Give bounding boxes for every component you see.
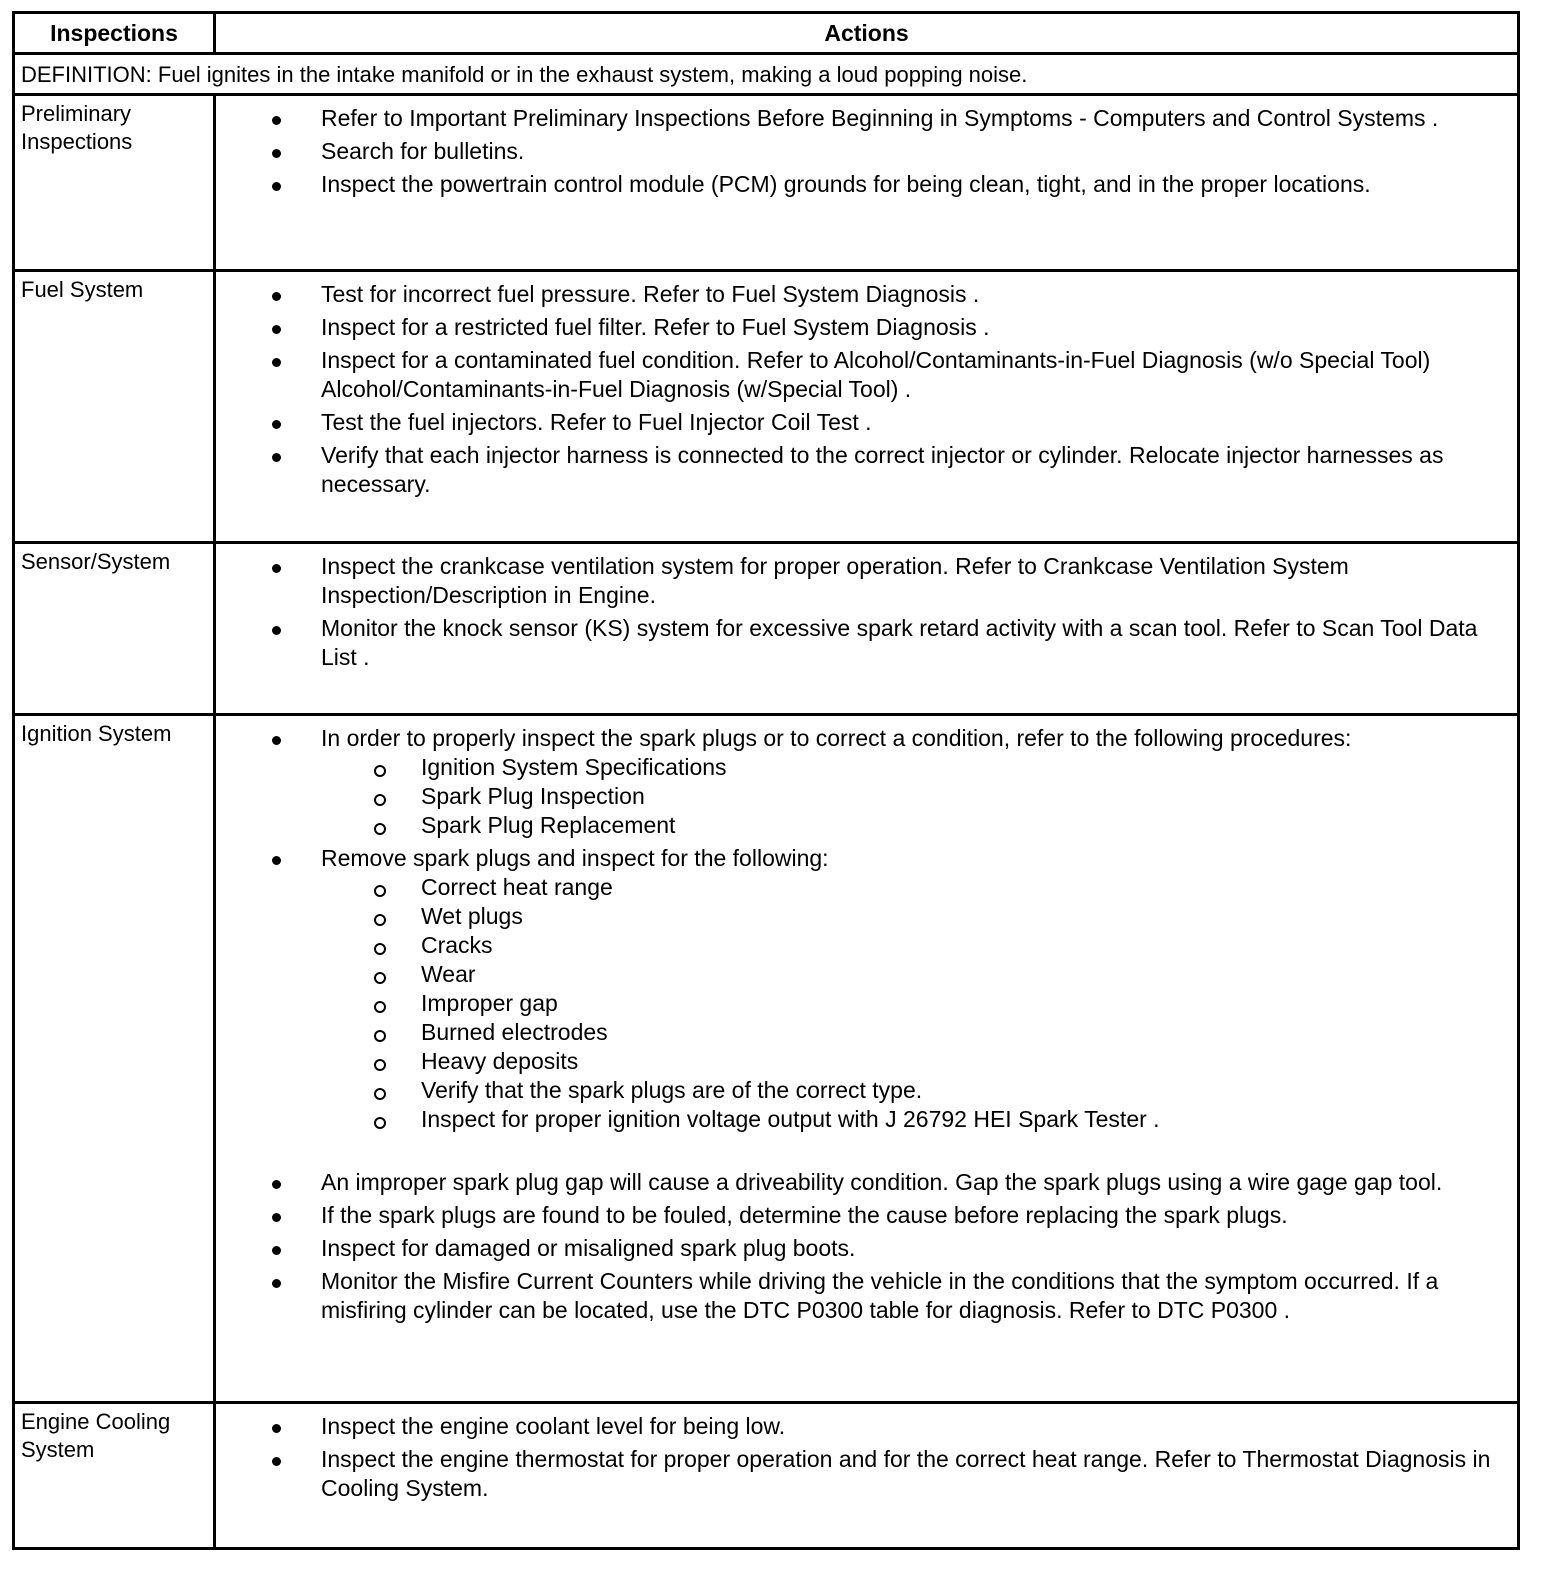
actions-cell (215, 543, 1519, 715)
action-text: If the spark plugs are found to be fouled, determine the cause before replacing the spark plugs. (321, 1202, 1288, 1228)
inspect-item-text: Wet plugs (421, 903, 523, 929)
list-item (216, 844, 1509, 1134)
bullet-icon (272, 1457, 281, 1466)
list-item (216, 441, 1509, 499)
inspect-item-text: Inspect for proper ignition voltage output with J 26792 HEI Spark Tester . (421, 1106, 1160, 1132)
action-text: Search for bulletins. (321, 138, 525, 164)
circle-bullet-icon (374, 794, 386, 806)
list-item (216, 313, 1509, 342)
circle-bullet-icon (374, 1001, 386, 1013)
bullet-icon (272, 358, 281, 367)
header-inspections: Inspections (14, 13, 215, 54)
sub-list-item (321, 873, 1509, 902)
action-text: Inspect for damaged or misaligned spark plug boots. (321, 1235, 856, 1261)
bullet-icon (272, 736, 281, 745)
circle-bullet-icon (374, 972, 386, 984)
table-row (14, 715, 1519, 1403)
inspect-item-text: Heavy deposits (421, 1048, 579, 1074)
bullet-icon (272, 149, 281, 158)
symptom-table (12, 11, 1520, 1550)
list-item (216, 1168, 1509, 1197)
list-item (216, 170, 1509, 199)
list-item (216, 1445, 1509, 1503)
circle-bullet-icon (374, 1088, 386, 1100)
bullet-icon (272, 453, 281, 462)
list-item (216, 724, 1509, 840)
actions-cell (215, 271, 1519, 543)
actions-cell (215, 95, 1519, 271)
bullet-icon (272, 182, 281, 191)
inspection-label: Engine Cooling System (14, 1403, 215, 1549)
inspect-item-text: Burned electrodes (421, 1019, 608, 1045)
action-text: Inspect the engine thermostat for proper operation and for the correct heat range. Refer to Thermostat Diagnosis in Cooling System. (321, 1446, 1491, 1501)
action-text: Inspect the crankcase ventilation system for proper operation. Refer to Crankcase Ventilation System Inspection/Description in Engine. (321, 553, 1349, 608)
bullet-icon (272, 1279, 281, 1288)
action-text: In order to properly inspect the spark plugs or to correct a condition, refer to the following procedures: (321, 725, 1352, 751)
sub-list-item (321, 931, 1509, 960)
action-text: Test for incorrect fuel pressure. Refer to Fuel System Diagnosis . (321, 281, 980, 307)
action-text: Verify that each injector harness is connected to the correct injector or cylinder. Relocate injector harnesses as necessary. (321, 442, 1444, 497)
actions-cell (215, 715, 1519, 1403)
action-text: Inspect the powertrain control module (PCM) grounds for being clean, tight, and in the proper locations. (321, 171, 1371, 197)
circle-bullet-icon (374, 765, 386, 777)
action-text: Inspect the engine coolant level for being low. (321, 1413, 786, 1439)
circle-bullet-icon (374, 1059, 386, 1071)
bullet-icon (272, 856, 281, 865)
definition-text: DEFINITION: Fuel ignites in the intake manifold or in the exhaust system, making a loud popping noise. (14, 54, 1519, 95)
inspect-item-text: Improper gap (421, 990, 558, 1016)
action-text: An improper spark plug gap will cause a driveability condition. Gap the spark plugs using a wire gage gap tool. (321, 1169, 1443, 1195)
list-item (216, 408, 1509, 437)
action-text: Monitor the knock sensor (KS) system for excessive spark retard activity with a scan tool. Refer to Scan Tool Data List . (321, 615, 1478, 670)
sub-list-item (321, 753, 1509, 782)
bullet-icon (272, 420, 281, 429)
list-item (216, 280, 1509, 309)
action-list (216, 552, 1509, 672)
action-text: Remove spark plugs and inspect for the following: (321, 845, 829, 871)
sub-list-item (321, 902, 1509, 931)
procedure-text: Spark Plug Replacement (421, 812, 676, 838)
bullet-icon (272, 292, 281, 301)
action-list (216, 1412, 1509, 1503)
circle-bullet-icon (374, 885, 386, 897)
sub-list-item (321, 1076, 1509, 1105)
inspection-label: Preliminary Inspections (14, 95, 215, 271)
procedure-text: Spark Plug Inspection (421, 783, 645, 809)
inspection-label: Ignition System (14, 715, 215, 1403)
circle-bullet-icon (374, 1030, 386, 1042)
action-text: Refer to Important Preliminary Inspections Before Beginning in Symptoms - Computers and Control Systems . (321, 105, 1439, 131)
inspect-item-list (321, 873, 1509, 1134)
list-item (216, 614, 1509, 672)
inspect-item-text: Correct heat range (421, 874, 613, 900)
table-row (14, 95, 1519, 271)
action-list (216, 724, 1509, 1325)
circle-bullet-icon (374, 823, 386, 835)
sub-list-item (321, 811, 1509, 840)
actions-cell (215, 1403, 1519, 1549)
bullet-icon (272, 626, 281, 635)
header-row (14, 13, 1519, 54)
inspection-label: Fuel System (14, 271, 215, 543)
inspection-label: Sensor/System (14, 543, 215, 715)
bullet-icon (272, 1213, 281, 1222)
sub-list-item (321, 1018, 1509, 1047)
circle-bullet-icon (374, 943, 386, 955)
list-item (216, 1267, 1509, 1325)
inspect-item-text: Cracks (421, 932, 493, 958)
header-actions: Actions (215, 13, 1519, 54)
table-row (14, 1403, 1519, 1549)
bullet-icon (272, 1424, 281, 1433)
sub-list-item (321, 960, 1509, 989)
sub-list-item (321, 989, 1509, 1018)
action-list (216, 104, 1509, 199)
action-text: Inspect for a contaminated fuel condition. Refer to Alcohol/Contaminants-in-Fuel Diagnosis (w/o Special Tool) Alcohol/Contaminants-in-Fuel Diagnosis (w/Special Tool) . (321, 347, 1431, 402)
sub-list-item (321, 1105, 1509, 1134)
inspect-item-text: Wear (421, 961, 476, 987)
action-text: Test the fuel injectors. Refer to Fuel Injector Coil Test . (321, 409, 872, 435)
inspect-item-text: Verify that the spark plugs are of the correct type. (421, 1077, 923, 1103)
procedure-text: Ignition System Specifications (421, 754, 727, 780)
action-text: Inspect for a restricted fuel filter. Refer to Fuel System Diagnosis . (321, 314, 990, 340)
list-item (216, 346, 1509, 404)
list-item (216, 1412, 1509, 1441)
circle-bullet-icon (374, 914, 386, 926)
table-row (14, 543, 1519, 715)
bullet-icon (272, 116, 281, 125)
bullet-icon (272, 1246, 281, 1255)
bullet-icon (272, 564, 281, 573)
list-item (216, 1201, 1509, 1230)
sub-list-item (321, 1047, 1509, 1076)
sub-list-item (321, 782, 1509, 811)
list-item (216, 552, 1509, 610)
list-item (216, 1234, 1509, 1263)
table-row (14, 271, 1519, 543)
list-item (216, 104, 1509, 133)
bullet-icon (272, 325, 281, 334)
procedure-list (321, 753, 1509, 840)
definition-row (14, 54, 1519, 95)
list-item (216, 137, 1509, 166)
action-list (216, 280, 1509, 499)
bullet-icon (272, 1180, 281, 1189)
action-text: Monitor the Misfire Current Counters while driving the vehicle in the conditions that the symptom occurred. If a misfiring cylinder can be located, use the DTC P0300 table for diagnosis. Refer to DTC P0300 . (321, 1268, 1439, 1323)
circle-bullet-icon (374, 1117, 386, 1129)
